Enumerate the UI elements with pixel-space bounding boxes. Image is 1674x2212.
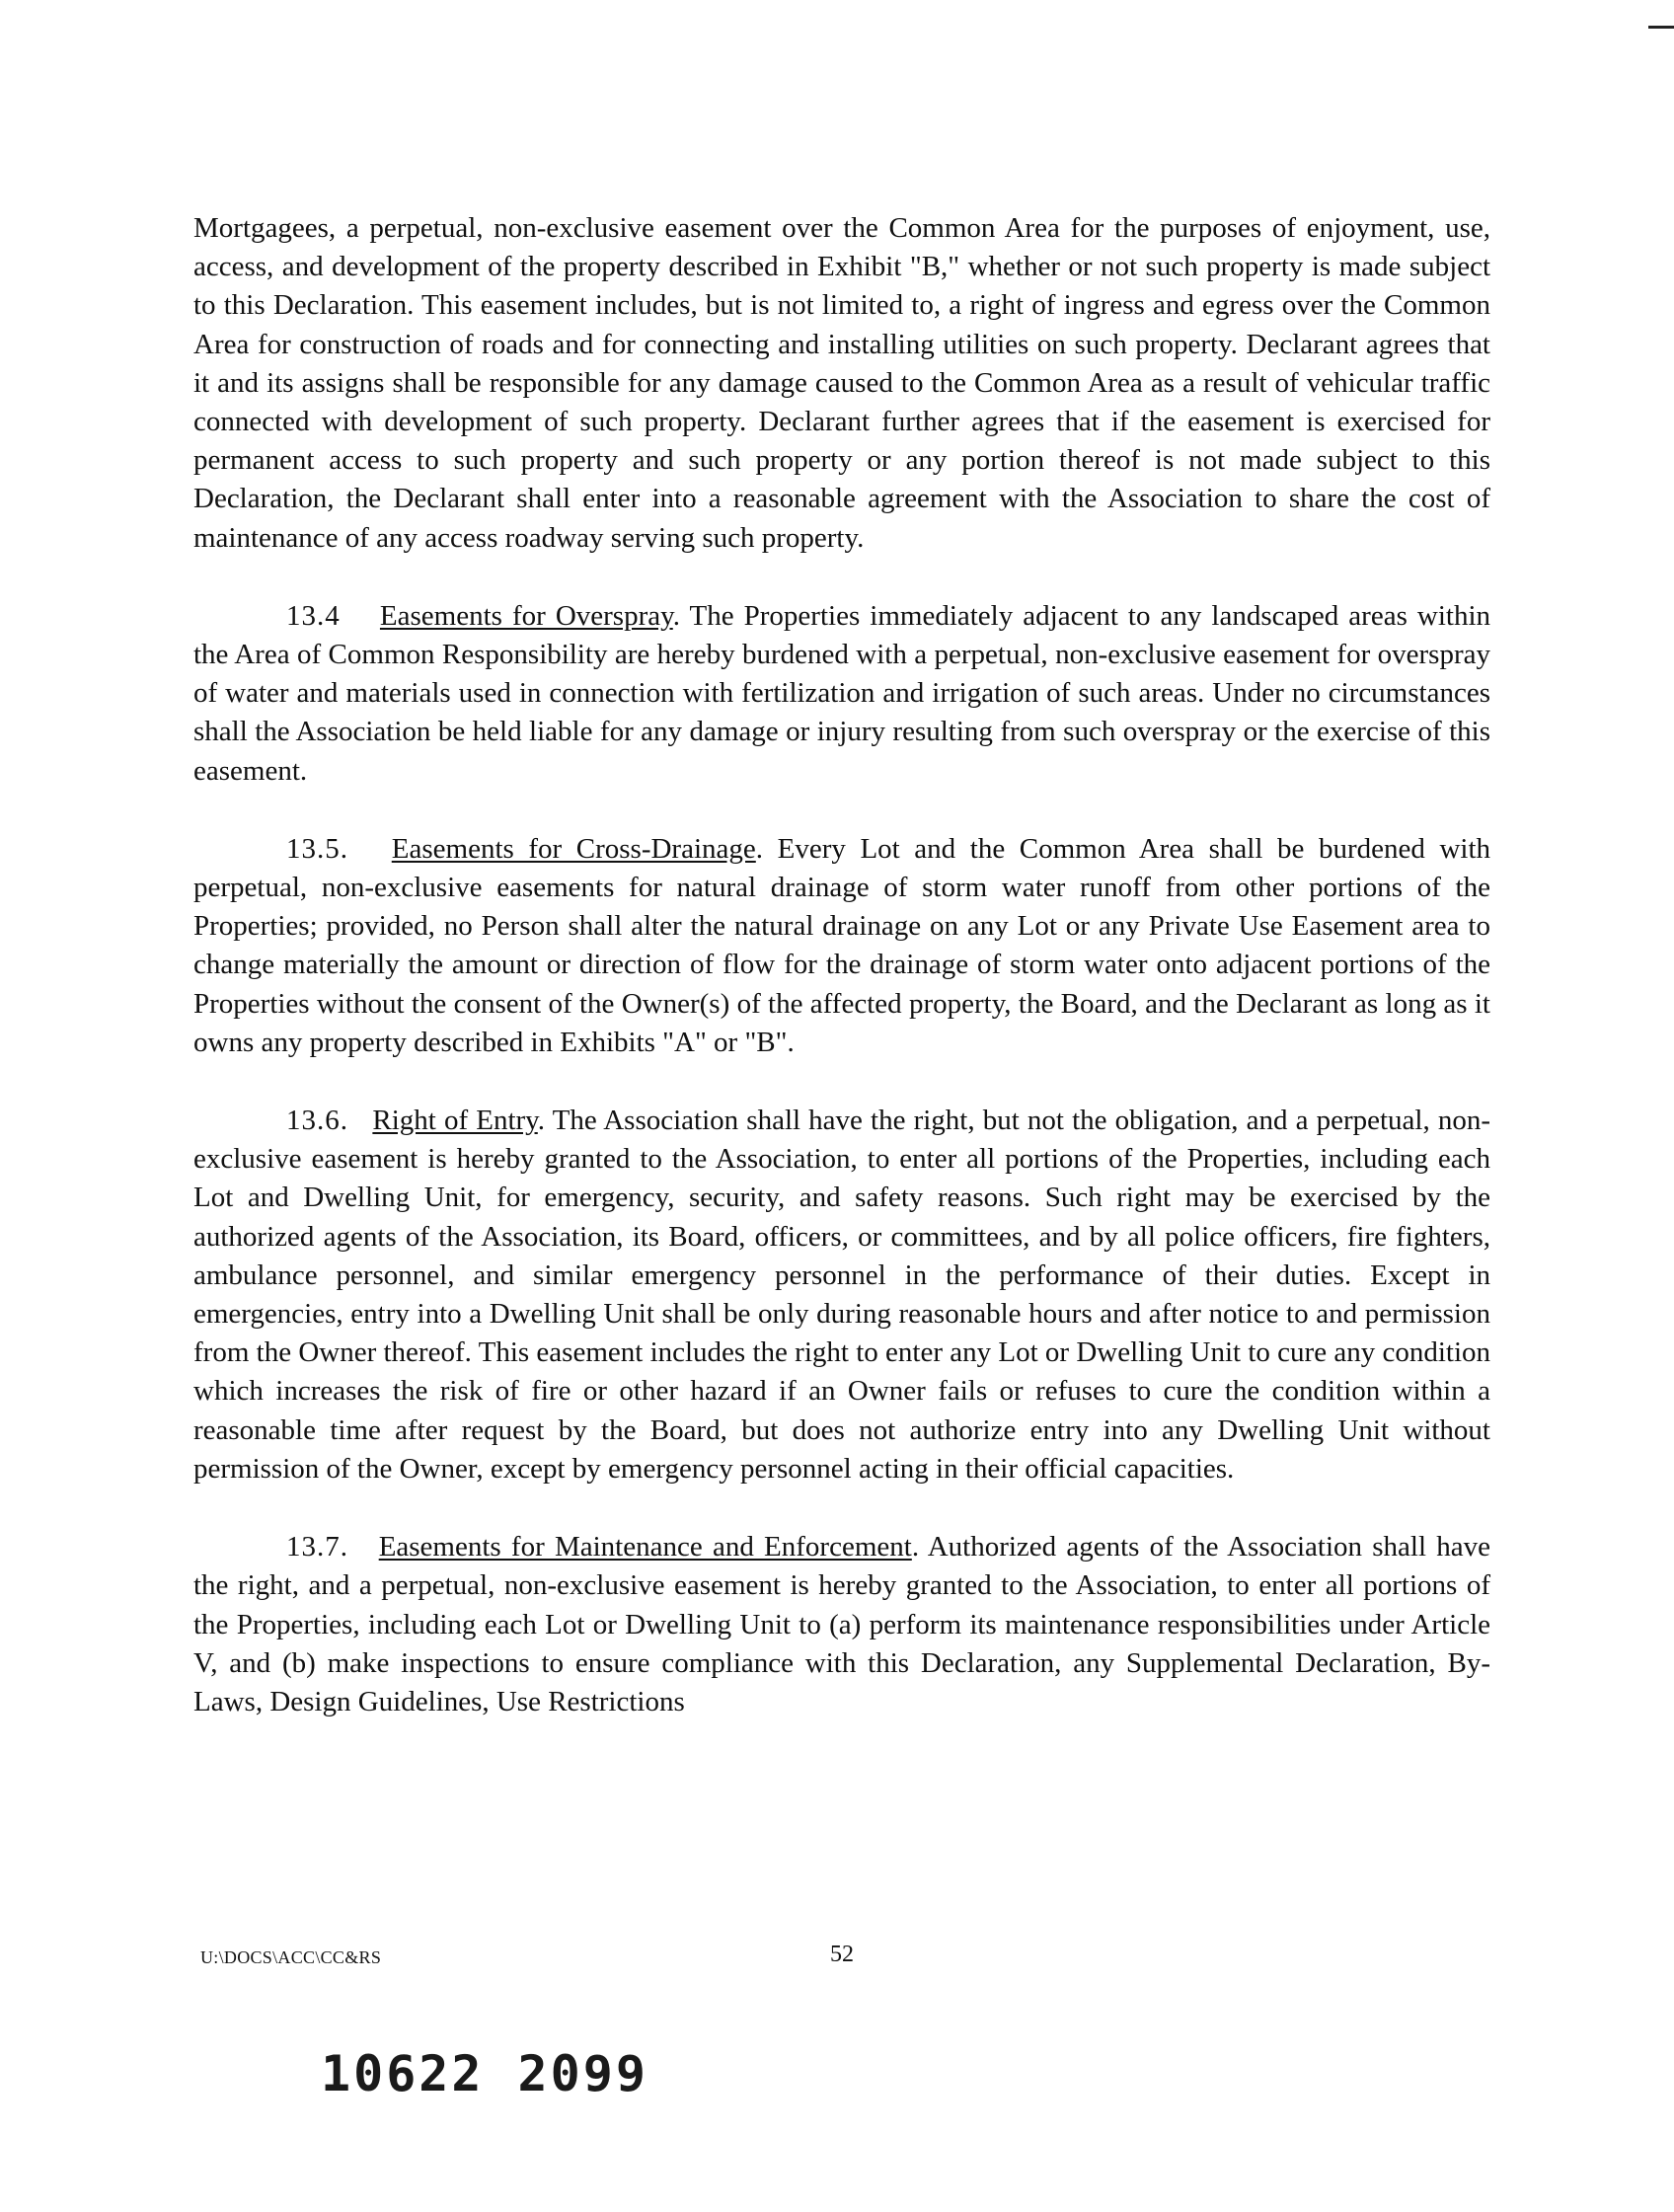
section-title: Easements for Maintenance and Enforcement xyxy=(378,1531,912,1564)
stamp-page-number: 2099 xyxy=(517,2045,648,2102)
section-13-6 xyxy=(193,1102,1490,1488)
paragraph-text: . The Association shall have the right, but not the obligation, and a perpetual, non-exclusive easement is hereby granted to the Association, to enter all portions of the Properties, including each Lot and Dwelling Unit, for emergency, security, and safety reasons. Such right may be exercised by the authorized agents of the Association, its Board, officers, or committees, and by all police officers, fire fighters, ambulance personnel, and similar emergency personnel in the performance of their duties. Except in emergencies, entry into a Dwelling Unit shall be only during reasonable hours and after notice to and permission from the Owner thereof. This easement includes the right to enter any Lot or Dwelling Unit to cure any condition which increases the risk of fire or other hazard if an Owner fails or refuses to cure the condition within a reasonable time after request by the Board, but does not authorize entry into any Dwelling Unit without permission of the Owner, except by emergency personnel acting in their official capacities. xyxy=(193,1105,1490,1485)
stamp-book-number: 10622 xyxy=(321,2045,485,2102)
section-number: 13.5. xyxy=(286,832,348,865)
document-body xyxy=(193,209,1490,1761)
page-number: 52 xyxy=(830,1942,854,1967)
section-title: Easements for Cross-Drainage xyxy=(391,832,756,865)
paragraph-text: Mortgagees, a perpetual, non-exclusive easement over the Common Area for the purposes of enjoyment, use, access, and development of the property described in Exhibit "B," whether or not such property is made subject to this Declaration. This easement includes, but is not limited to, a right of ingress and egress over the Common Area for construction of roads and for connecting and installing utilities on such property. Declarant agrees that it and its assigns shall be responsible for any damage caused to the Common Area as a result of vehicular traffic connected with development of such property. Declarant further agrees that if the easement is exercised for permanent access to such property and such property or any portion thereof is not made subject to this Declaration, the Declarant shall enter into a reasonable agreement with the Association to share the cost of maintenance of any access roadway serving such property. xyxy=(193,212,1490,554)
section-13-7 xyxy=(193,1528,1490,1721)
scan-edge-mark xyxy=(1648,26,1674,29)
section-title: Easements for Overspray xyxy=(379,599,673,632)
paragraph-text: . The Properties immediately adjacent to any landscaped areas within the Area of Common Responsibility are hereby burdened with a perpetual, non-exclusive easement for overspray of water and materials used in connection with fertilization and irrigation of such areas. Under no circumstances shall the Association be held liable for any damage or injury resulting from such overspray or the exercise of this easement. xyxy=(193,599,1491,787)
paragraph-continuation xyxy=(193,209,1490,558)
footer-file-path: U:\DOCS\ACC\CC&RS xyxy=(200,1947,382,1967)
section-number: 13.4 xyxy=(286,599,341,632)
section-13-4 xyxy=(193,597,1490,791)
section-number: 13.7. xyxy=(286,1531,348,1564)
paragraph-text: . Every Lot and the Common Area shall be burdened with perpetual, non-exclusive easements for natural drainage of storm water runoff from other portions of the Properties; provided, no Person shall alter the natural drainage on any Lot or any Private Use Easement area to change materially the amount or direction of flow for the drainage of storm water onto adjacent portions of the Properties without the consent of the Owner(s) of the affected property, the Board, and the Declarant as long as it owns any property described in Exhibits "A" or "B". xyxy=(193,832,1491,1058)
section-number: 13.6. xyxy=(286,1105,348,1137)
recording-stamp xyxy=(321,2045,648,2102)
section-13-5 xyxy=(193,830,1490,1062)
section-title: Right of Entry xyxy=(372,1105,538,1137)
paragraph-text: . Authorized agents of the Association shall have the right, and a perpetual, non-exclusive easement is hereby granted to the Association, to enter all portions of the Properties, including each Lot or Dwelling Unit to (a) perform its maintenance responsibilities under Article V, and (b) make inspections to ensure compliance with this Declaration, any Supplemental Declaration, By-Laws, Design Guidelines, Use Restrictions xyxy=(193,1531,1491,1717)
